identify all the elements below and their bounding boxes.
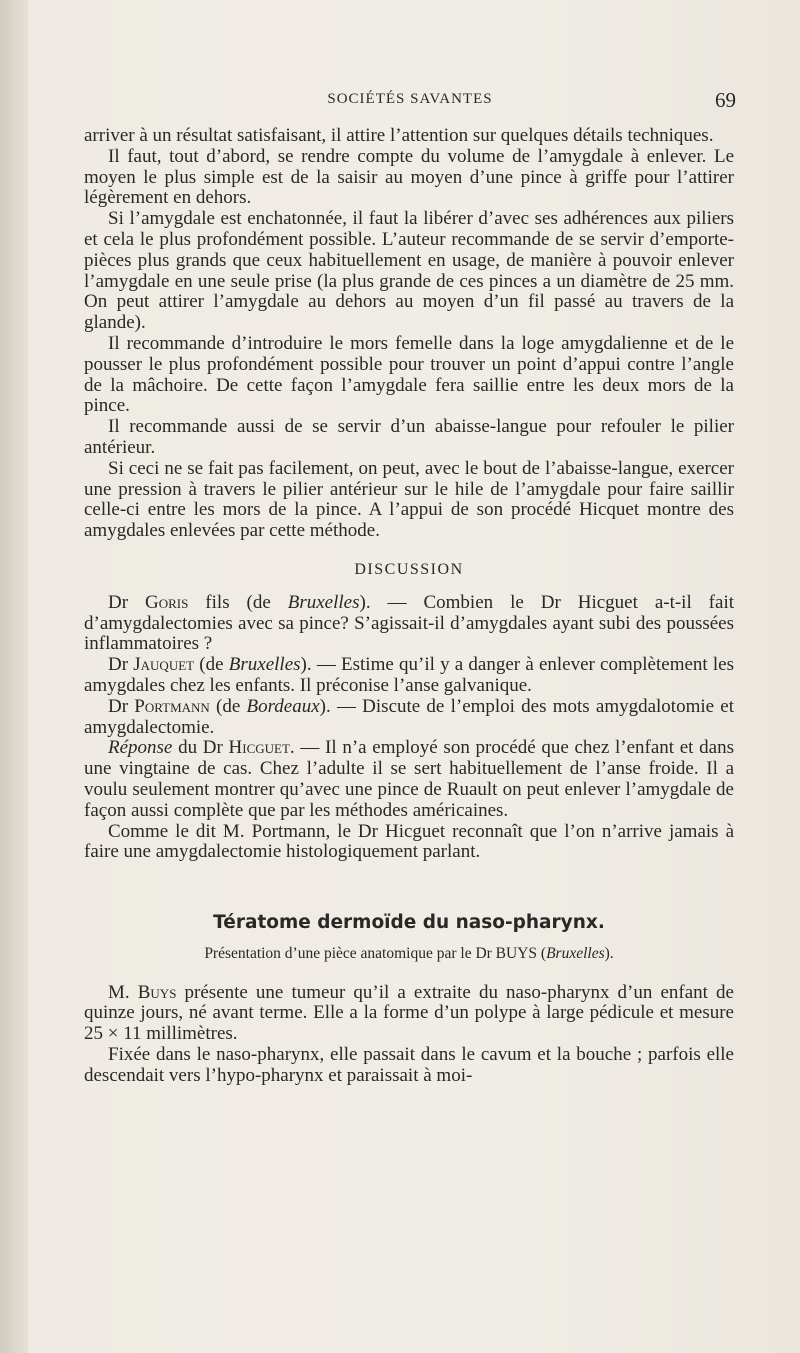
discussion-entry: Dr Portmann (de Bordeaux). — Discute de l’emploi des mots amygdalotomie et amygdalectomie. (84, 695, 735, 738)
page-spine-shadow (0, 0, 28, 1353)
speaker-name: Jauquet (133, 654, 195, 676)
title-abbrev: Dr (108, 695, 129, 717)
paragraph: Si l’amygdale est enchatonnée, il faut la libérer d’avec ses adhérences aux piliers et cela le plus profondément possible. L’auteur recommande de se servir d’emporte-pièces plus grands que ceux habituellement en usage, de manière à pouvoir enlever l’amygdale en une seule prise (la plus grande de ces pinces a un diamètre de 25 mm. On peut attirer l’amygdale au dehors au moyen d’un fil passé au travers de la glande). (84, 208, 734, 334)
reply-label: Réponse (108, 737, 173, 759)
running-head (84, 88, 736, 112)
discussion-entry: Comme le dit M. Portmann, le Dr Hicguet reconnaît que l’on n’arrive jamais à faire une amygdalectomie histologiquement parlant. (84, 820, 734, 863)
paragraph: Il recommande aussi de se servir d’un abaisse-langue pour refouler le pilier antérieur. (84, 416, 734, 458)
running-title: SOCIÉTÉS SAVANTES (327, 91, 493, 107)
body-text (84, 126, 734, 1087)
paragraph: Si ceci ne se fait pas facilement, on peut, avec le bout de l’abaisse-langue, exercer une pression à travers le pilier antérieur sur le hile de l’amygdale pour faire saillir celle-ci entre les mors de la pince. A l’appui de son procédé Hicquet montre des amygdales enlevées par cette méthode. (84, 457, 734, 542)
city-name: Bordeaux (246, 695, 320, 717)
paragraph: M. Buys présente une tumeur qu’il a extraite du naso-pharynx d’un enfant de quinze jours, né avant terme. Elle a la forme d’un polype à large pédicule et mesure 25 × 11 millimètres. (84, 981, 734, 1045)
article-heading: Tératome dermoïde du naso-pharynx. (213, 912, 605, 934)
article-subheading: Présentation d’une pièce anatomique par le Dr BUYS (Bruxelles). (204, 944, 614, 962)
city-name: Bruxelles (287, 591, 360, 613)
discussion-heading: DISCUSSION (354, 560, 464, 578)
title-abbrev: Dr (108, 654, 129, 676)
discussion-entry: Dr Goris fils (de Bruxelles). — Combien le Dr Hicguet a-t-il fait d’amygdalectomies avec sa pince? S’agissait-il d’amygdales ayant subi des poussées inflammatoires ? (84, 591, 734, 655)
discussion-entry: Réponse du Dr Hicguet. — Il n’a employé son procédé que chez l’enfant et dans une vingtaine de cas. Chez l’adulte il se sert habituellement de l’anse froide. Il a voulu seulement montrer qu’avec une pince de Ruault on peut enlever l’amygdale de façon aussi complète que par les méthodes américaines. (84, 737, 734, 821)
paragraph: arriver à un résultat satisfaisant, il attire l’attention sur quelques détails techniques. (84, 125, 714, 146)
speaker-name: Hicguet (228, 737, 290, 759)
speaker-name: Portmann (134, 695, 210, 717)
paragraph: Fixée dans le naso-pharynx, elle passait dans le cavum et la bouche ; parfois elle descendait vers l’hypo-pharynx et paraissait à moi- (84, 1044, 734, 1086)
speaker-name: Goris (145, 591, 189, 613)
city-name: Bruxelles (546, 944, 605, 962)
paragraph: Il faut, tout d’abord, se rendre compte du volume de l’amygdale à enlever. Le moyen le plus simple est de la saisir au moyen d’une pince à griffe pour l’attirer légèrement en dehors. (84, 145, 734, 209)
paragraph: Il recommande d’introduire le mors femelle dans la loge amygdalienne et de le pousser le plus profondément possible pour trouver un point d’appui contre l’angle de la mâchoire. De cette façon l’amygdale fera saillie entre les deux mors de la pince. (84, 332, 734, 417)
city-name: Bruxelles (228, 654, 301, 676)
title-abbrev: Dr (108, 591, 129, 613)
discussion-entry: Dr Jauquet (de Bruxelles). — Estime qu’il y a danger à enlever complètement les amygdales chez les enfants. Il préconise l’anse galvanique. (84, 654, 734, 696)
page-number: 69 (715, 88, 736, 112)
speaker-name: Buys (137, 981, 177, 1003)
